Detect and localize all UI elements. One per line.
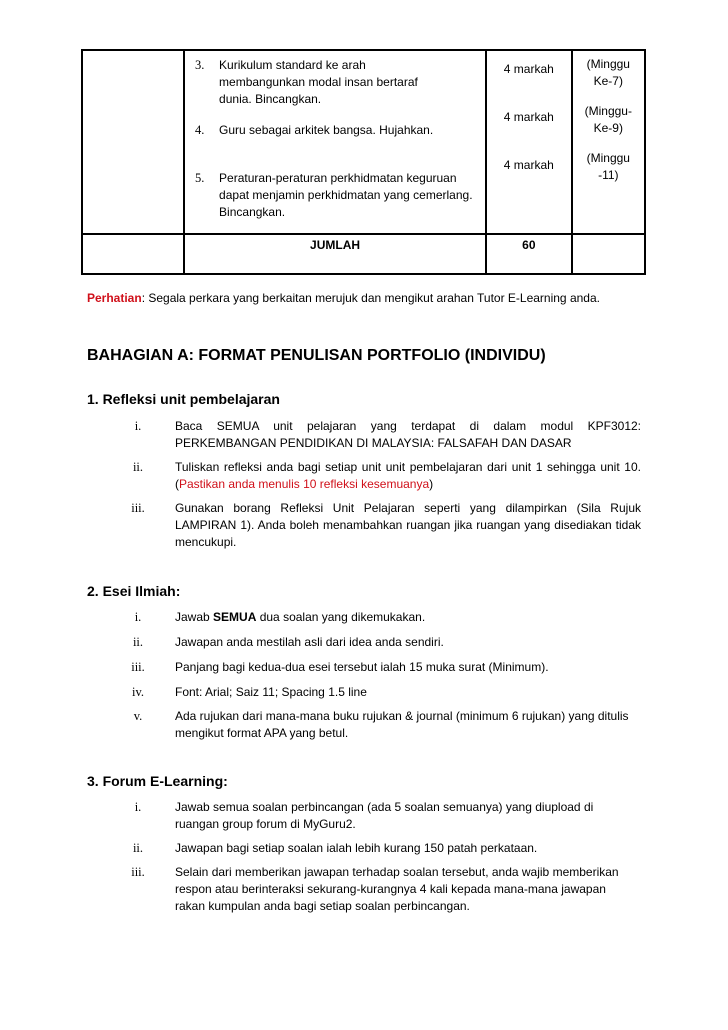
empty-cell [572,234,645,274]
item-number: i. [134,800,142,814]
marks-value: 4 markah [503,110,554,124]
list-item [133,708,641,742]
week-value: (Minggu Ke-7) [586,57,630,88]
question-number: 5. [195,171,205,185]
empty-cell [82,50,184,234]
item-text: Panjang bagi kedua-dua esei tersebut ialah 15 muka surat (Minimum). [175,660,549,674]
item-number: iii. [131,501,145,515]
question-item [185,57,451,108]
total-label: JUMLAH [184,234,486,274]
list-item [131,659,641,676]
item-number: iv. [131,685,145,699]
list-item [131,864,633,915]
notice [87,291,600,305]
section-heading: 2. Esei Ilmiah: [87,583,181,599]
question-text: Kurikulum standard ke arah membangunkan modal insan bertaraf dunia. Bincangkan. [219,58,418,106]
item-text: ) [429,477,434,491]
item-text: Baca SEMUA unit pelajaran yang terdapat di dalam modul KPF3012: PERKEMBANGAN PENDIDIKAN DI MALAYSIA: FALSAFAH DAN DASAR [175,419,641,450]
question-text: Guru sebagai arkitek bangsa. Hujahkan. [219,123,434,137]
question-item [185,170,484,233]
marks-cell [486,50,572,234]
item-text: Font: Arial; Saiz 11; Spacing 1.5 line [175,685,367,699]
notice-label: Perhatian [87,291,142,305]
item-text: Gunakan borang Refleksi Unit Pelajaran seperti yang dilampirkan (Sila Rujuk LAMPIRAN 1). Anda boleh menambahkan ruangan jika ruangan yang disediakan tidak mencukupi. [175,501,641,549]
item-number: iii. [131,660,145,674]
item-number: ii. [132,460,144,474]
table-row [82,50,645,234]
list-item [134,418,641,452]
item-highlight: Pastikan anda menulis 10 refleksi kesemuanya [179,477,430,491]
item-number: v. [133,709,143,723]
question-number: 4. [195,123,205,137]
item-number: i. [134,610,142,624]
item-text: Jawapan anda mestilah asli dari idea anda sendiri. [175,635,444,649]
week-cell [572,50,645,234]
item-text: Jawapan bagi setiap soalan ialah lebih kurang 150 patah perkataan. [175,841,538,855]
item-number: ii. [132,635,144,649]
week-value: (Minggu-Ke-9) [584,104,632,135]
item-text: Ada rujukan dari mana-mana buku rujukan & journal (minimum 6 rujukan) yang ditulis mengikut format APA yang betul. [175,709,629,740]
total-value: 60 [486,234,572,274]
list-item [132,459,641,493]
assignment-table [81,49,646,275]
item-text: Jawab [175,610,214,624]
item-text: Jawab semua soalan perbincangan (ada 5 soalan semuanya) yang diupload di ruangan group forum di MyGuru2. [175,800,594,831]
question-item [185,122,485,139]
item-number: ii. [132,841,144,855]
section-title: BAHAGIAN A: FORMAT PENULISAN PORTFOLIO (INDIVIDU) [87,347,546,364]
section-heading: 1. Refleksi unit pembelajaran [87,391,280,407]
list-item [131,684,641,701]
list-item [132,840,641,857]
section-heading: 3. Forum E-Learning: [87,773,228,789]
item-text: Tuliskan refleksi anda bagi setiap unit unit pembelajaran dari unit 1 sehingga unit 10. ( [175,460,641,491]
week-value: (Minggu -11) [586,151,630,182]
marks-value: 4 markah [503,158,554,172]
question-text: Peraturan-peraturan perkhidmatan keguruan dapat menjamin perkhidmatan yang cemerlang. Bincangkan. [219,171,473,219]
list-item [134,799,621,833]
item-text: Selain dari memberikan jawapan terhadap soalan tersebut, anda wajib memberikan respon atau berinteraksi sekurang-kurangnya 4 kali kepada mana-mana jawapan rakan kumpulan anda bagi setiap soalan perbincangan. [175,865,619,913]
item-text: dua soalan yang dikemukakan. [256,610,426,624]
item-number: i. [134,419,142,433]
item-emphasis: SEMUA [213,610,257,624]
empty-cell [82,234,184,274]
marks-value: 4 markah [503,62,554,76]
question-number: 3. [195,58,205,72]
question-cell [184,50,486,234]
list-item [132,634,641,651]
total-row [82,234,645,274]
notice-text: : Segala perkara yang berkaitan merujuk dan mengikut arahan Tutor E-Learning anda. [141,291,600,305]
list-item [131,500,641,551]
list-item [134,609,641,626]
item-number: iii. [131,865,145,879]
